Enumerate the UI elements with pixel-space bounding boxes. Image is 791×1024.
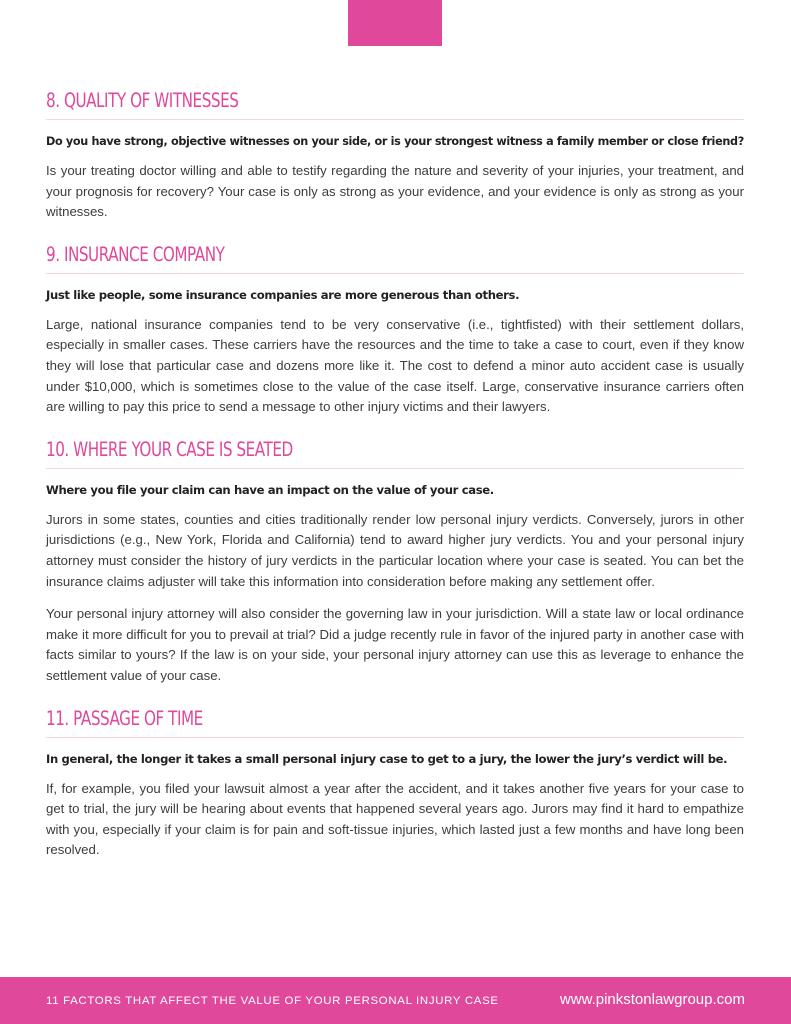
- section-title: 10. WHERE YOUR CASE IS SEATED: [46, 437, 293, 461]
- section-divider: [46, 737, 744, 738]
- section-title: 8. QUALITY OF WITNESSES: [46, 89, 239, 112]
- footer-document-title: 11 FACTORS THAT AFFECT THE VALUE OF YOUR PERSONAL INJURY CASE: [46, 995, 499, 1007]
- page-content: [46, 88, 744, 873]
- body-paragraph: If, for example, you filed your lawsuit almost a year after the accident, and it takes another five years for your case to get to trial, the jury will be hearing about events that happened several years ago. Jurors may find it hard to empathize with you, especially if your claim is for pain and soft-tissue injuries, which lasted just a few months and have long been resolved.: [46, 780, 744, 858]
- body-paragraph: Is your treating doctor willing and able to testify regarding the nature and severity of your injuries, your treatment, and your prognosis for recovery? Your case is only as strong as your evidence, and your evidence is only as strong as your witnesses.: [46, 163, 744, 220]
- body-paragraph: Large, national insurance companies tend to be very conservative (i.e., tightfisted) with their settlement dollars, especially in smaller cases. These carriers have the resources and the time to take a case to court, even if they know they will lose that particular case and dozens more like it. The cost to defend a minor auto accident case is usually under $10,000, which is sometimes close to the value of the case itself. Large, conservative insurance carriers often are willing to pay this price to send a message to other injury victims and their lawyers.: [46, 316, 744, 415]
- top-accent-tab: [348, 0, 442, 46]
- section-quality-of-witnesses: [46, 88, 744, 223]
- section-title: 11. PASSAGE OF TIME: [46, 706, 203, 730]
- body-paragraph: Jurors in some states, counties and cities traditionally render low personal injury verdicts. Conversely, jurors in other jurisdictions (e.g., New York, Florida and California) tend to award higher jury verdicts. You and your personal injury attorney must consider the history of jury verdicts in the particular location where your case is seated. You can bet the insurance claims adjuster will take this information into consideration before making any settlement offer.: [46, 511, 744, 589]
- section-divider: [46, 119, 744, 120]
- section-divider: [46, 468, 744, 469]
- section-lead: In general, the longer it takes a small personal injury case to get to a jury, the lower the jury’s verdict will be.: [46, 751, 728, 766]
- body-paragraph: Your personal injury attorney will also consider the governing law in your jurisdiction. Will a state law or local ordinance make it more difficult for you to prevail at trial? Did a judge recently rule in favor of the injured party in another case with facts similar to yours? If the law is on your side, your personal injury attorney can use this as leverage to enhance the settlement value of your case.: [46, 606, 744, 683]
- section-where-case-is-seated: [46, 437, 744, 687]
- section-divider: [46, 273, 744, 274]
- section-passage-of-time: [46, 706, 744, 861]
- section-lead: Do you have strong, objective witnesses on your side, or is your strongest witness a family member or close friend?: [46, 134, 744, 148]
- section-title: 9. INSURANCE COMPANY: [46, 242, 225, 266]
- section-lead: Just like people, some insurance companies are more generous than others.: [46, 287, 520, 302]
- footer-website-link[interactable]: www.pinkstonlawgroup.com: [559, 991, 745, 1008]
- section-lead: Where you file your claim can have an impact on the value of your case.: [46, 482, 494, 497]
- page-footer: [0, 977, 791, 1024]
- section-insurance-company: [46, 242, 744, 418]
